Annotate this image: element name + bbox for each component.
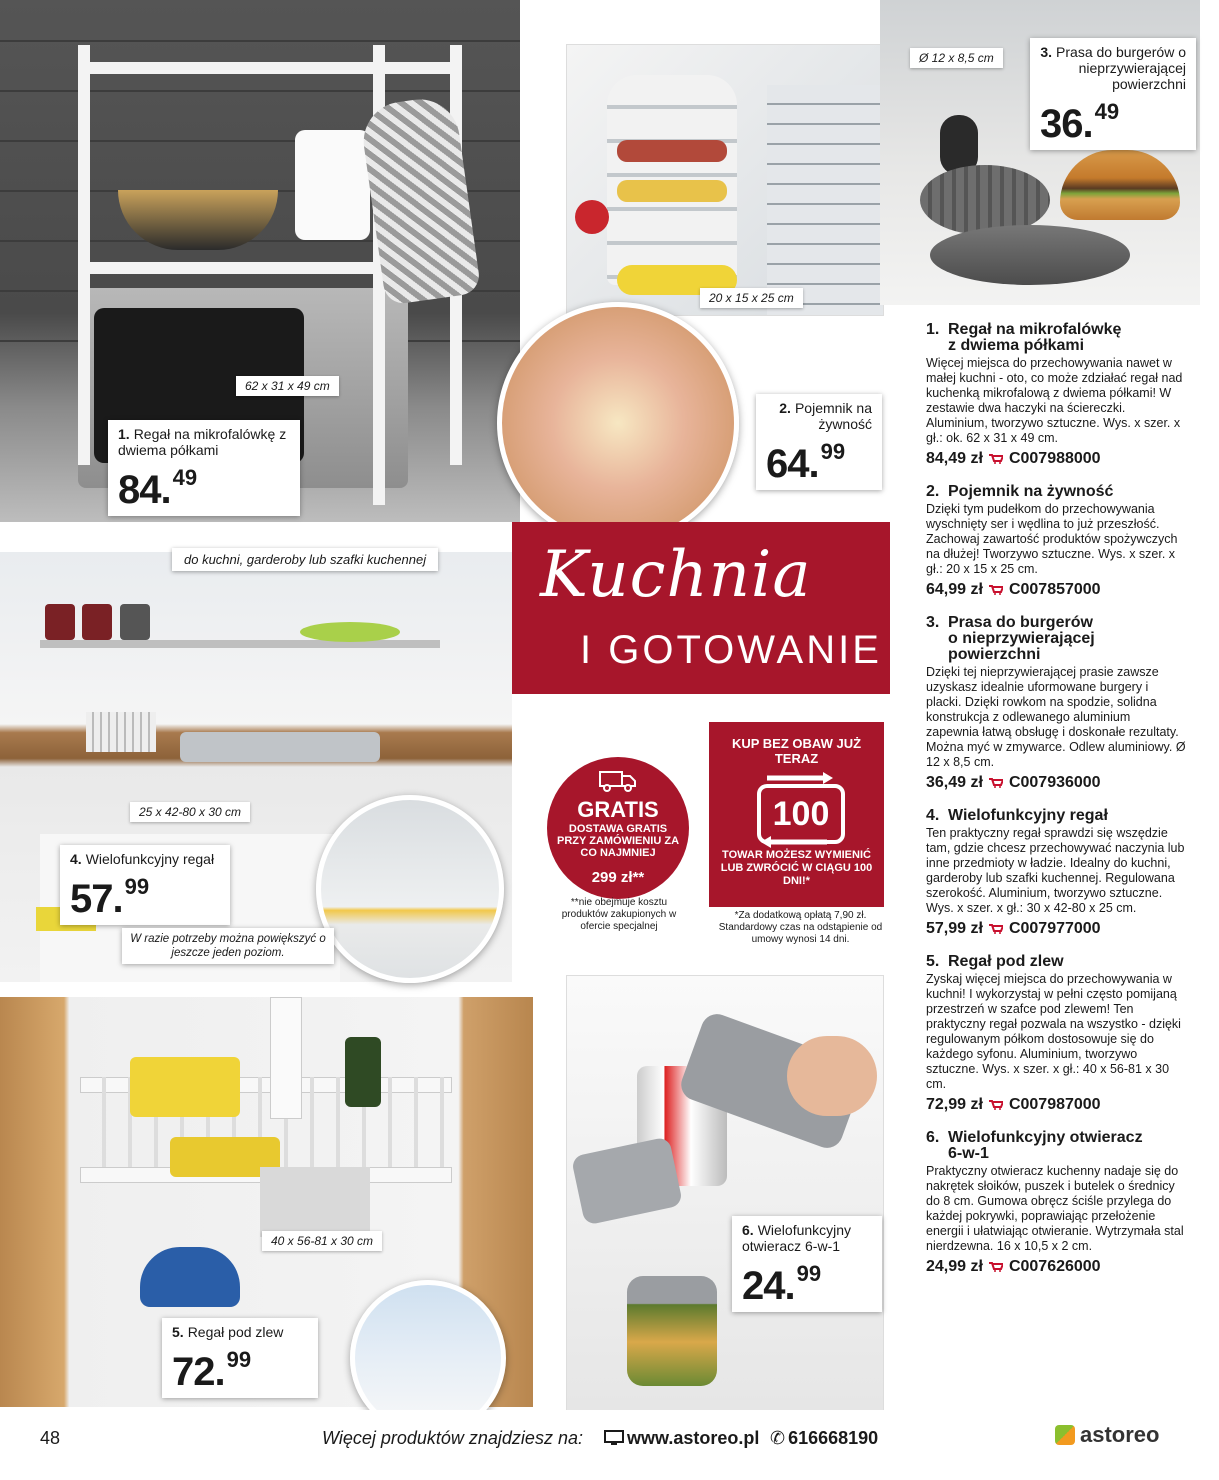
price: 64.99: [766, 439, 846, 486]
product-description-5: 5. Regał pod zlew Zyskaj więcej miejsca do przechowywania w kuchni! I wykorzystaj w pełni często pomijaną przestrzeń w szafce pod zlewem! Ten praktyczny regał pozwala na wszystko - dzięki regulowanym półkom dostosowuje się do każdego syfonu. Aluminium, tworzywo sztuczne. Wys. x szer. x gł.: 40 x 56-81 x 30 cm. 72,99 zł C007987000: [926, 954, 1186, 1114]
phone-number[interactable]: ✆ 616668190: [770, 1428, 879, 1448]
hundred-number: 100: [757, 784, 845, 844]
price: 84.49: [118, 465, 198, 512]
price: 72.99: [172, 1347, 252, 1394]
photo-opener: [566, 975, 884, 1412]
truck-icon: [599, 769, 637, 793]
hundred-note: *Za dodatkową opłatą 7,90 zł. Standardowy czas na odstąpienie od umowy wynosi 14 dni.: [718, 910, 883, 945]
page-number: 48: [40, 1428, 61, 1448]
description: Ten praktyczny regał sprawdzi się wszędzie tam, gdzie chcesz przechowywać naczynia lub inne przedmioty w ładzie. Idealny do kuchni, garderoby lub szafki kuchennej. Regulowana szerokość. Aluminium, tworzywo sztuczne. Wys. x szer. x gł.: 30 x 42-80 x 25 cm.: [926, 826, 1185, 915]
cart-icon: [989, 778, 1003, 788]
gratis-text: DOSTAWA GRATIS PRZY ZAMÓWIENIU ZA CO NAJMNIEJ: [557, 823, 680, 859]
gratis-amount: 299 zł**: [591, 869, 645, 886]
hundred-text: TOWAR MOŻESZ WYMIENIĆ LUB ZWRÓCIĆ W CIĄGU 100 DNI!*: [720, 849, 873, 887]
description: Dzięki tej nieprzywierającej prasie zawsze uzyskasz idealnie uformowane burgery i placki. Dzięki rowkom na spodzie, solidna konstrukcja z odlewanego aluminium zapewnia łatwą obsługę i doskonałe rezultaty. Można myć w zmywarce. Odlew aluminiowy. Ø 12 x 8,5 cm.: [926, 665, 1186, 769]
description: Więcej miejsca do przechowywania nawet w małej kuchni - oto, co może zdziałać regał nad kuchenką mikrofalową z dwiema półkami! W zestawie dwa haczyki na ściereczki. Aluminium, tworzywo sztuczne. Wys. x szer. x gł.: ok. 62 x 31 x 49 cm.: [926, 356, 1183, 445]
brand-logo: astoreo: [1055, 1422, 1159, 1448]
price-card-3: 3. Prasa do burgerów o nieprzywierającej powierzchni 36.49: [1030, 38, 1196, 150]
price-card-1: [108, 420, 300, 516]
category-banner: [512, 522, 890, 694]
return-100-days-badge: [709, 722, 884, 907]
price-card-5: 5. Regał pod zlew 72.99: [162, 1318, 318, 1398]
price: 57.99: [70, 874, 150, 921]
cart-icon: [989, 1262, 1003, 1272]
website-url[interactable]: www.astoreo.pl: [627, 1428, 760, 1448]
cart-icon: [989, 1100, 1003, 1110]
shelf-note-card: [122, 928, 334, 964]
price-card-6: 6. Wielofunkcyjny otwieracz 6-w-1 24.99: [732, 1216, 882, 1312]
monitor-icon: [604, 1430, 624, 1446]
banner-script: Kuchnia: [540, 538, 812, 612]
gratis-note: **nie obejmuje kosztu produktów zakupionych w ofercie specjalnej: [561, 897, 677, 932]
photo-food-container: [566, 44, 884, 316]
shelf-detail-circle: [316, 795, 504, 983]
price-card-4: 4. Wielofunkcyjny regał 57.99: [60, 845, 230, 925]
dim-label-3: Ø 12 x 8,5 cm: [910, 48, 1003, 68]
label-name: Regał na mikrofalówkę z dwiema półkami: [118, 426, 287, 458]
product-descriptions: [926, 322, 1186, 1292]
more-products-text: Więcej produktów znajdziesz na:: [322, 1428, 583, 1448]
description: Zyskaj więcej miejsca do przechowywania w kuchni! I wykorzystaj w pełni często pomijaną przestrzeń w szafce pod zlewem! Ten praktyczny regał pozwala na wszystko - dzięki regulowanym półkom dostosowuje się do każdego syfonu. Aluminium, tworzywo sztuczne. Wys. x szer. x gł.: 40 x 56-81 x 30 cm.: [926, 972, 1181, 1091]
description: Praktyczny otwieracz kuchenny nadaje się do nakrętek słoików, puszek i butelek o średnicy do 8 cm. Gumowa obręcz ściśle przylega do każdej pokrywki, poprawiając przełożenie energii i ułatwiając otwieranie. Wytrzymała stal nierdzewna. 16 x 10,5 x 2 cm.: [926, 1164, 1184, 1253]
usage-tagline: do kuchni, garderoby lub szafki kuchennej: [172, 548, 438, 571]
free-delivery-badge: [547, 757, 689, 899]
price: 36.49: [1040, 99, 1120, 146]
phone-icon: ✆: [770, 1428, 786, 1448]
food-detail-circle: [497, 302, 739, 544]
astoreo-logo-icon: [1055, 1425, 1075, 1445]
dim-label-4: 25 x 42-80 x 30 cm: [130, 802, 250, 822]
website-link[interactable]: [604, 1428, 759, 1449]
price: 24.99: [742, 1261, 822, 1308]
cart-icon: [989, 924, 1003, 934]
price-card-2: 2. Pojemnik na żywność 64.99: [756, 394, 882, 490]
product-description-4: 4. Wielofunkcyjny regał Ten praktyczny regał sprawdzi się wszędzie tam, gdzie chcesz przechowywać naczynia lub inne przedmioty w ładzie. Idealny do kuchni, garderoby lub szafki kuchennej. Regulowana szerokość. Aluminium, tworzywo sztuczne. Wys. x szer. x gł.: 30 x 42-80 x 25 cm. 57,99 zł C007977000: [926, 807, 1185, 937]
cart-icon: [989, 585, 1003, 595]
product-description-2: 2. Pojemnik na żywność Dzięki tym pudełkom do przechowywania wyschnięty ser i wędlina to już przeszłość. Zachowaj zawartość produktów spożywczych na dłużej! Tworzywo sztuczne. Wys. x szer. x gł.: 20 x 15 x 25 cm. 64,99 zł C007857000: [926, 484, 1186, 599]
num: 1.: [118, 426, 130, 442]
hundred-top: KUP BEZ OBAW JUŻ TERAZ: [731, 736, 862, 766]
product-description-3: 3. Prasa do burgerów o nieprzywierającej powierzchni Dzięki tej nieprzywierającej prasie zawsze uzyskasz idealnie uformowane burgery i placki. Dzięki rowkom na spodzie, solidna konstrukcja z odlewanego aluminium zapewnia łatwą obsługę i doskonałe rezultaty. Można myć w zmywarce. Odlew aluminiowy. Ø 12 x 8,5 cm. 36,49 zł C007936000: [926, 614, 1186, 791]
cart-icon: [989, 454, 1003, 464]
banner-subtitle: I GOTOWANIE: [580, 628, 882, 672]
dim-label-1: 62 x 31 x 49 cm: [236, 376, 339, 396]
product-description-1: 1. Regał na mikrofalówkę z dwiema półkami Więcej miejsca do przechowywania nawet w małej kuchni - oto, co może zdziałać regał nad kuchenką mikrofalową z dwiema półkami! W zestawie dwa haczyki na ściereczki. Aluminium, tworzywo sztuczne. Wys. x szer. x gł.: ok. 62 x 31 x 49 cm. 84,49 zł C007988000: [926, 322, 1186, 468]
shelf-note: W razie potrzeby można powiększyć o jeszcze jeden poziom.: [130, 933, 326, 959]
dim-label-5: 40 x 56-81 x 30 cm: [262, 1231, 382, 1251]
gratis-title: GRATIS: [577, 797, 659, 822]
description: Dzięki tym pudełkom do przechowywania wyschnięty ser i wędlina to już przeszłość. Zachowaj zawartość produktów spożywczych na dłużej! Tworzywo sztuczne. Wys. x szer. x gł.: 20 x 15 x 25 cm.: [926, 502, 1178, 576]
cups-stack: [295, 130, 370, 240]
product-description-6: 6. Wielofunkcyjny otwieracz 6-w-1 Praktyczny otwieracz kuchenny nadaje się do nakrętek słoików, puszek i butelek o średnicy do 8 cm. Gumowa obręcz ściśle przylega do każdej pokrywki, poprawiając przełożenie energii i ułatwiając otwieranie. Wytrzymała stal nierdzewna. 16 x 10,5 x 2 cm. 24,99 zł C007626000: [926, 1130, 1186, 1276]
dim-label-2: 20 x 15 x 25 cm: [700, 288, 803, 308]
